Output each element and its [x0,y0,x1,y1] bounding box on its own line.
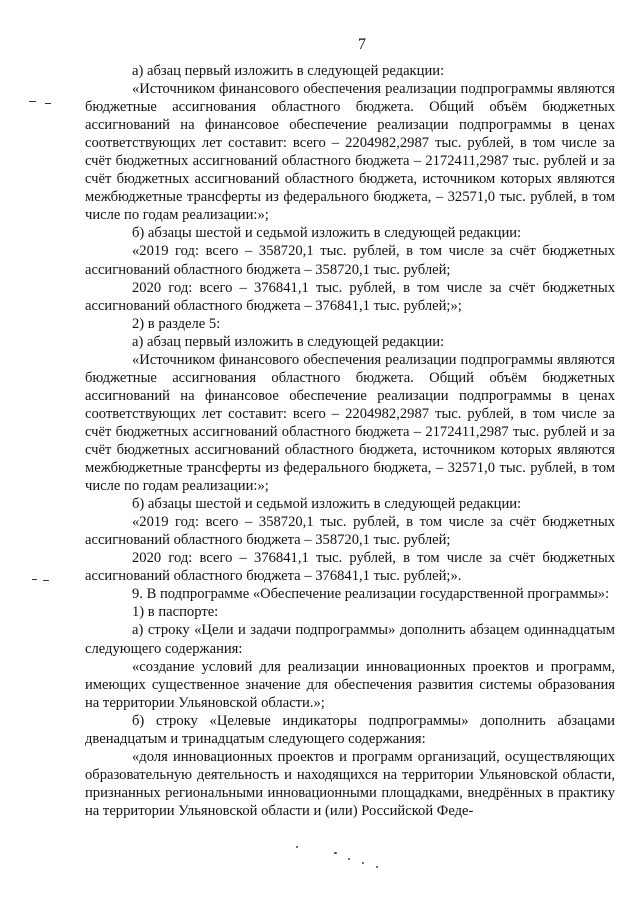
scan-mark [43,580,49,581]
scan-speck [348,858,350,860]
scan-speck [376,866,378,868]
paragraph: б) абзацы шестой и седьмой изложить в следующей редакции: [132,496,522,513]
paragraph: б) абзацы шестой и седьмой изложить в следующей редакции: [132,225,522,242]
paragraph: 1) в паспорте: [132,604,219,621]
paragraph: «создание условий для реализации инновационных проектов и программ, имеющих существенное значение для обеспечения развития системы образования на территории Ульяновской области.»; [85,658,615,711]
scan-mark [29,101,36,102]
paragraph: 2020 год: всего – 376841,1 тыс. рублей, в том числе за счёт бюджетных ассигнований областного бюджета – 376841,1 тыс. рублей;». [85,550,615,585]
scan-speck [362,862,364,864]
paragraph: а) строку «Цели и задачи подпрограммы» дополнить абзацем одиннадцатым следующего содержания: [85,622,615,657]
paragraph: 2020 год: всего – 376841,1 тыс. рублей, в том числе за счёт бюджетных ассигнований областного бюджета – 376841,1 тыс. рублей;»; [85,279,615,314]
scan-mark [32,579,37,580]
paragraph: а) абзац первый изложить в следующей редакции: [132,333,445,350]
scan-speck [296,846,298,848]
page-number: 7 [358,36,366,53]
paragraph: 2) в разделе 5: [132,315,221,332]
document-body [85,62,615,820]
scan-mark [45,103,51,104]
paragraph: «Источником финансового обеспечения реализации подпрограммы являются бюджетные ассигнования областного бюджета. Общий объём бюджетных ассигнований на финансовое обеспечение реализации подпрограммы в ценах соответствующих лет составит: всего – 2204982,2987 тыс. рублей, в том числе за счёт бюджетных ассигнований областного бюджета – 2172411,2987 тыс. рублей и за счёт бюджетных ассигнований областного бюджета, источником которых являются межбюджетные трансферты из федерального бюджета, – 32571,0 тыс. рублей, в том числе по годам реализации:»; [85,81,615,224]
paragraph: 9. В подпрограмме «Обеспечение реализации государственной программы»: [132,586,610,603]
paragraph: а) абзац первый изложить в следующей редакции: [132,63,445,79]
paragraph: б) строку «Целевые индикаторы подпрограммы» дополнить абзацами двенадцатым и тринадцатым следующего содержания: [85,712,615,747]
paragraph: «доля инновационных проектов и программ организаций, осуществляющих образовательную деятельность и находящихся на территории Ульяновской области, признанных региональными инновационными площадками, внедрённых в практику на территории Ульяновской области и (или) Российской Феде- [85,748,615,819]
paragraph: «Источником финансового обеспечения реализации подпрограммы являются бюджетные ассигнования областного бюджета. Общий объём бюджетных ассигнований на финансовое обеспечение реализации подпрограммы в ценах соответствующих лет составит: всего – 2204982,2987 тыс. рублей, в том числе за счёт бюджетных ассигнований областного бюджета – 2172411,2987 тыс. рублей и за счёт бюджетных ассигнований областного бюджета, источником которых являются межбюджетные трансферты из федерального бюджета, – 32571,0 тыс. рублей, в том числе по годам реализации:»; [85,351,615,495]
scan-speck [334,852,337,854]
paragraph: «2019 год: всего – 358720,1 тыс. рублей, в том числе за счёт бюджетных ассигнований областного бюджета – 358720,1 тыс. рублей; [85,514,615,549]
paragraph: «2019 год: всего – 358720,1 тыс. рублей, в том числе за счёт бюджетных ассигнований областного бюджета – 358720,1 тыс. рублей; [85,243,615,278]
